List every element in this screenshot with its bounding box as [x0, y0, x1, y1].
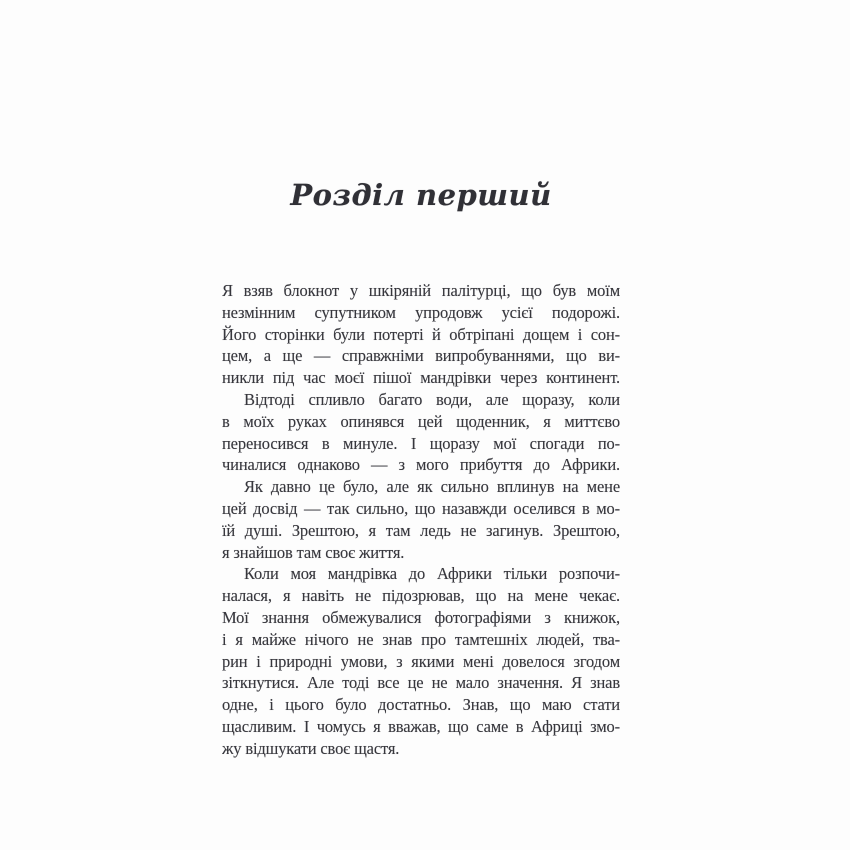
text-line: переносився в минуле. І щоразу мої спогади по- [222, 433, 620, 453]
text-line: рин і природні умови, з якими мені довелося згодом [222, 651, 620, 671]
text-line: незмінним супутником упродовж усієї подорожі. [222, 302, 620, 322]
text-line: зіткнутися. Але тоді все це не мало значення. Я знав [222, 673, 620, 693]
text-line: Коли моя мандрівка до Африки тільки розпочи- [244, 564, 620, 584]
text-line: Відтоді спливло багато води, але щоразу, коли [244, 389, 620, 409]
paragraph [222, 389, 620, 476]
text-line: в моїх руках опинявся цей щоденник, я миттєво [222, 411, 620, 431]
body-text [222, 280, 620, 760]
text-line: Я взяв блокнот у шкіряній палітурці, що був моїм [222, 281, 620, 300]
text-line: цем, а ще — справжніми випробуваннями, що ви- [222, 346, 620, 366]
chapter-title: Розділ перший [290, 178, 552, 212]
text-line: і я майже нічого не знав про тамтешніх людей, тва- [222, 629, 620, 649]
text-line: я знайшов там своє життя. [222, 542, 405, 562]
text-line: Мої знання обмежувалися фотографіями з книжок, [222, 607, 620, 627]
text-line: чиналися однаково — з мого прибуття до Африки. [222, 455, 620, 475]
text-line: налася, я навіть не підозрював, що на мене чекає. [222, 586, 620, 606]
text-line: Його сторінки були потерті й обтріпані дощем і сон- [222, 324, 620, 344]
text-line: щасливим. І чомусь я вважав, що саме в Африці змо- [222, 716, 620, 736]
text-line: одне, і цього було достатньо. Знав, що маю стати [222, 695, 620, 715]
text-line: никли під час моєї пішої мандрівки через континент. [222, 368, 620, 388]
text-line: Як давно це було, але як сильно вплинув на мене [244, 477, 620, 497]
text-line: їй душі. Зрештою, я там ледь не загинув. Зрештою, [222, 520, 620, 540]
paragraph [222, 563, 620, 759]
text-line: цей досвід — так сильно, що назавжди оселився в мо- [222, 498, 620, 518]
paragraph [222, 476, 620, 563]
paragraph [222, 280, 620, 389]
text-line: жу відшукати своє щастя. [222, 738, 400, 758]
